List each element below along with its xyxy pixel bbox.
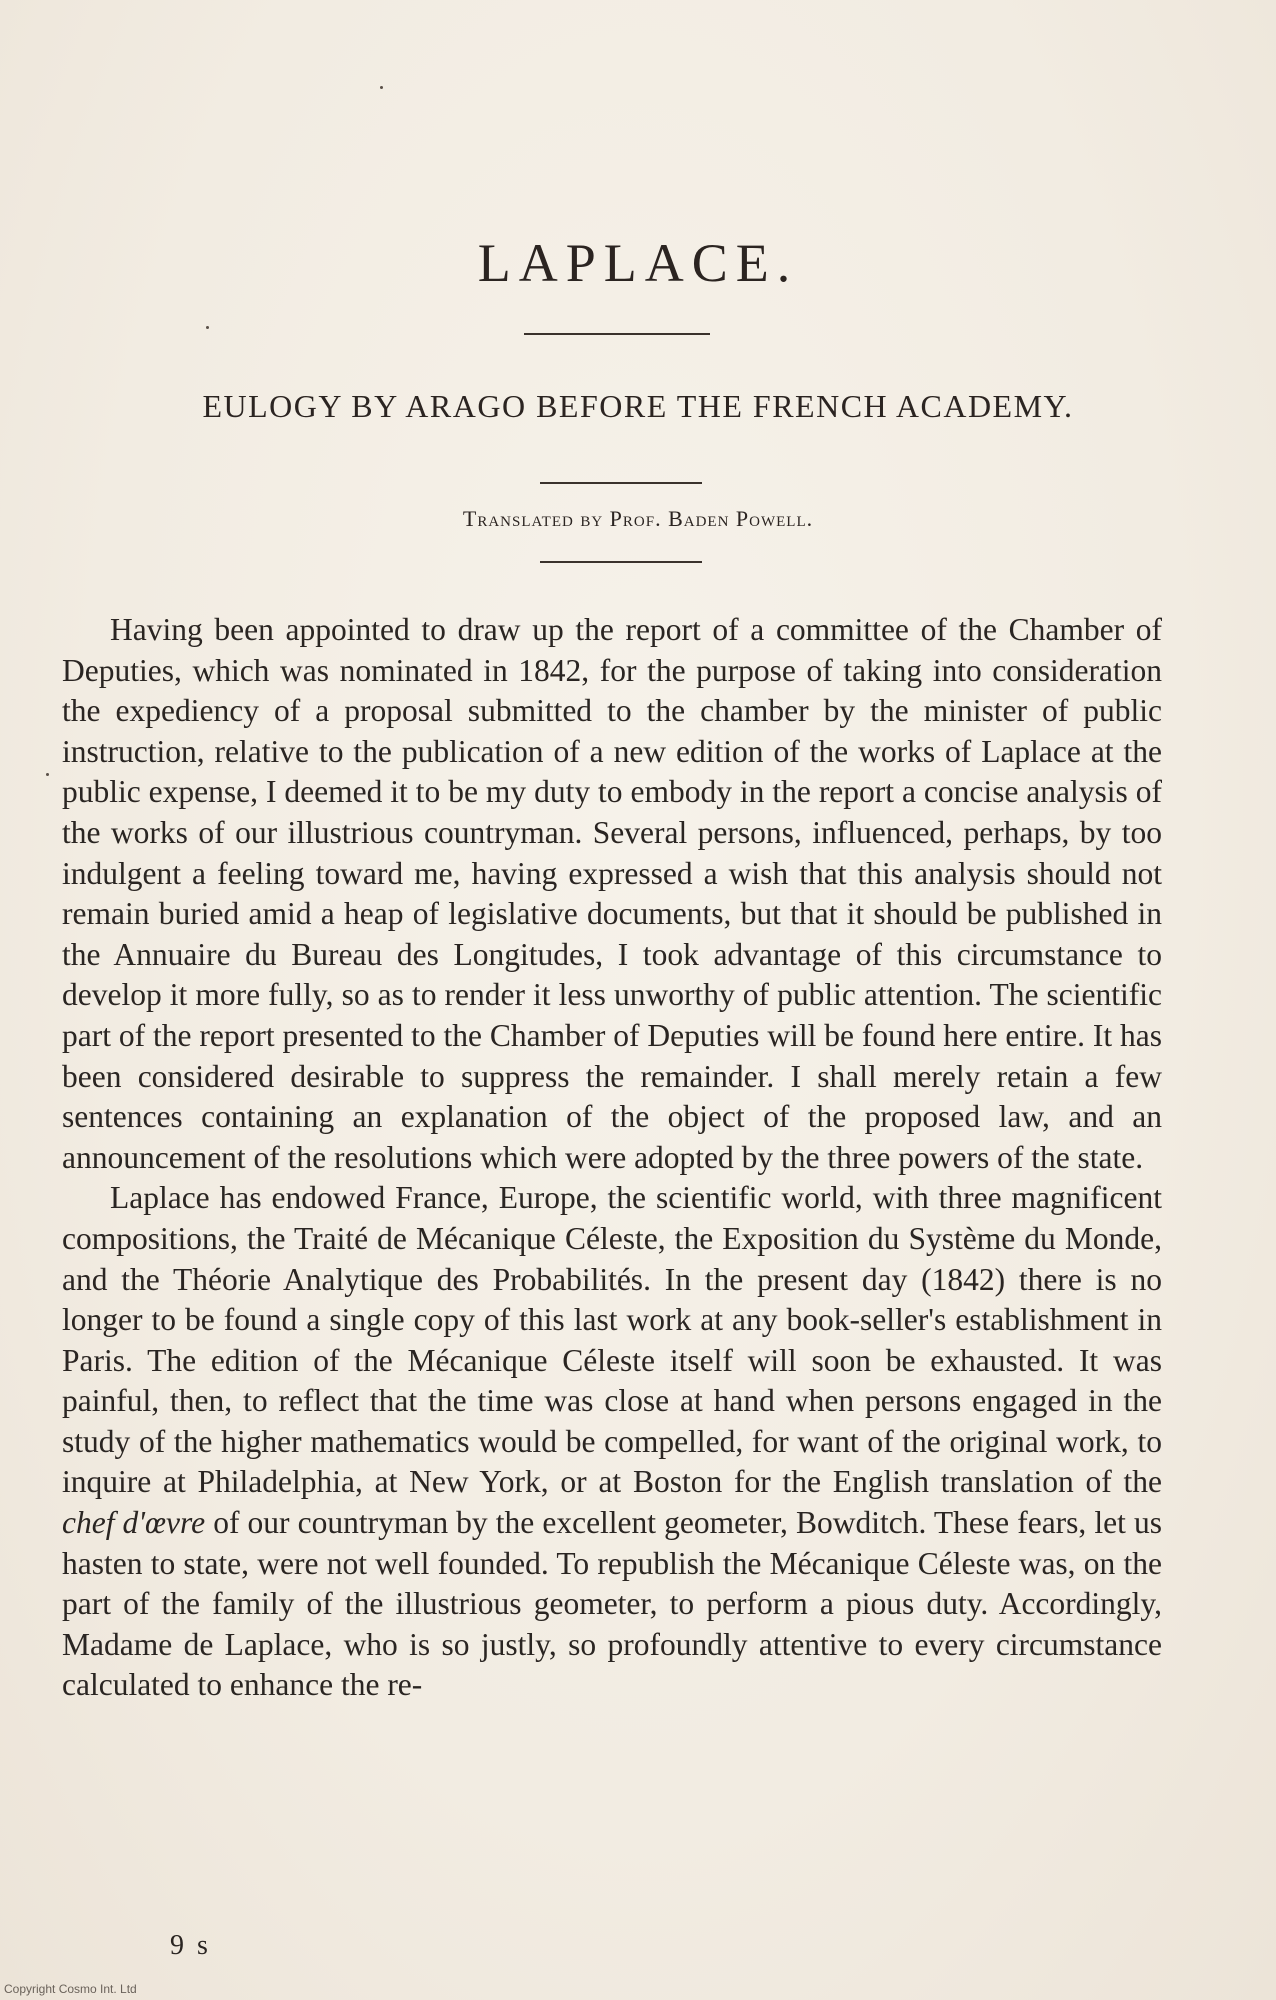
paragraph-2-text-b: of our countryman by the excellent geometer, Bowditch. These fears, let us hasten to state, were not well founded. To republish the Mécanique Céleste was, on the part of the family of the illustrious geometer, to perform a pious duty. Accordingly, Madame de Laplace, who is so justly, so profoundly attentive to every circumstance calculated to enhance the re- [62,1505,1162,1703]
paragraph-1: Having been appointed to draw up the report of a committee of the Chamber of Deputies, which was nominated in 1842, for the purpose of taking into consideration the expediency of a proposal submitted to the chamber by the minister of public instruction, relative to the publication of a new edition of the works of Laplace at the public expense, I deemed it to be my duty to embody in the report a concise analysis of the works of our illustrious countryman. Several persons, influenced, perhaps, by too indulgent a feeling toward me, having expressed a wish that this analysis should not remain buried amid a heap of legislative documents, but that it should be published in the Annuaire du Bureau des Longitudes, I took advantage of this circumstance to develop it more fully, so as to render it less unworthy of public attention. The scientific part of the report presented to the Chamber of Deputies will be found here entire. It has been considered desirable to suppress the remainder. I shall merely retain a few sentences containing an explanation of the object of the proposed law, and an announcement of the resolutions which were adopted by the three powers of the state. [62,612,1162,1175]
title-divider [524,333,710,335]
signature-mark: 9 s [170,1930,211,1961]
copyright-notice: Copyright Cosmo Int. Ltd [4,1982,137,1996]
print-speck [206,326,209,329]
page-subtitle: EULOGY BY ARAGO BEFORE THE FRENCH ACADEMY. [202,388,1074,424]
subtitle-divider [540,482,702,484]
print-speck [46,773,49,776]
translator-divider [540,561,702,563]
paragraph-2-italic: chef d'œvre [62,1505,206,1541]
translator-credit: Translated by Prof. Baden Powell. [462,506,814,531]
print-speck [380,86,383,89]
article-body [62,610,1162,1706]
page-title: LAPLACE. [477,233,799,293]
paragraph-2-text-a: Laplace has endowed France, Europe, the scientific world, with three magnificent compositions, the Traité de Mécanique Céleste, the Exposition du Système du Monde, and the Théorie Analytique des Probabilités. In the present day (1842) there is no longer to be found a single copy of this last work at any book-seller's establishment in Paris. The edition of the Mécanique Céleste itself will soon be exhausted. It was painful, then, to reflect that the time was close at hand when persons engaged in the study of the higher mathematics would be compelled, for want of the original work, to inquire at Philadelphia, at New York, or at Boston for the English translation of the [62,1180,1162,1500]
paragraph-2 [62,1178,1162,1706]
